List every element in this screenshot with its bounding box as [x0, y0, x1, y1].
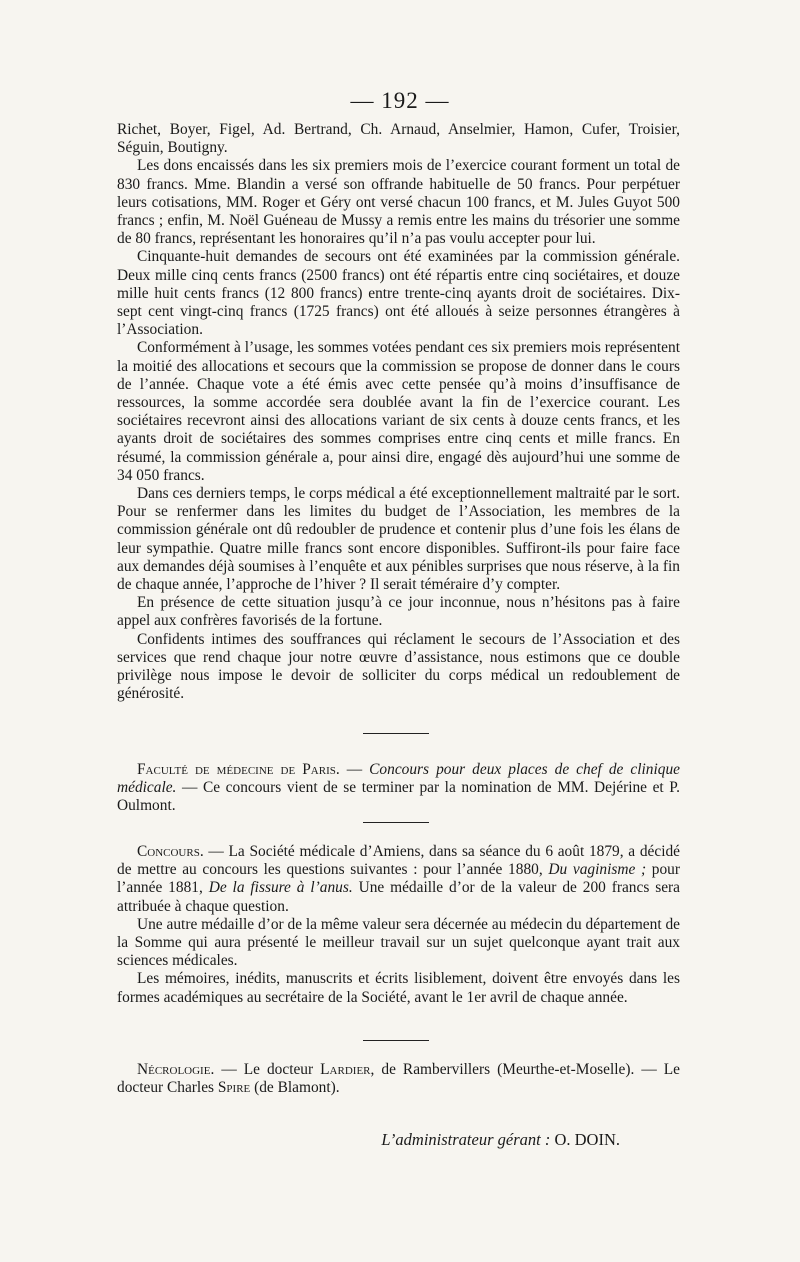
- faculte-title: Concours pour deux places de chef de clinique médicale.: [117, 761, 680, 797]
- person-name: Spire: [217, 1079, 251, 1097]
- divider: [363, 822, 429, 823]
- paragraph: Confidents intimes des souffrances qui réclament le secours de l’Association et des services que rend chaque jour notre œuvre d’assistance, nous estimons que ce double privilège nous impose le devoir de solliciter du corps médical un redoublement de générosité.: [117, 630, 680, 703]
- text: — La Société médicale d’Amiens, dans sa séance du 6 août 1879, a décidé de mettre au concours les questions suivantes : pour l’année 1880,: [117, 843, 680, 879]
- italic-text: De la fissure à l’anus.: [208, 879, 353, 897]
- necro-heading: Nécrologie.: [137, 1061, 215, 1078]
- page-number: — 192 —: [350, 88, 450, 113]
- paragraph: En présence de cette situation jusqu’à ce jour inconnue, nous n’hésitons pas à faire appel aux confrères favorisés de la fortune.: [117, 594, 680, 630]
- text: — Le docteur: [214, 1061, 321, 1078]
- text: Une médaille d’or de la valeur de 200 francs sera attribuée à chaque question.: [117, 879, 680, 915]
- person-name: Lardier: [320, 1061, 371, 1078]
- paragraph: Cinquante-huit demandes de secours ont été examinées par la commission générale. Deux mille cinq cents francs (2500 francs) ont été répartis entre cinq sociétaires, et douze mille huit cents francs (12 800 francs) entre trente-cinq ayants droit de sociétaires. Dix-sept cent vingt-cinq francs (1725 francs) ont été alloués à seize personnes étrangères à l’Association.: [117, 248, 680, 339]
- paragraph: [117, 843, 680, 916]
- italic-text: Du vaginisme ;: [548, 861, 647, 879]
- faculte-heading: Faculté de médecine de Paris.: [137, 761, 340, 778]
- faculte-body: — Ce concours vient de se terminer par la nomination de MM. Dejérine et P. Oulmont.: [117, 779, 680, 815]
- text: pour l’année 1881,: [117, 861, 680, 897]
- main-text: [117, 121, 680, 704]
- signature: [0, 1130, 620, 1150]
- paragraph: Dans ces derniers temps, le corps médical a été exceptionnellement maltraité par le sort. Pour se renfermer dans les limites du budget de l’Association, les membres de la commission générale ont dû redoubler de prudence et contenir plus d’une fois les élans de leur sympathie. Quatre mille francs sont encore disponibles. Suffiront-ils pour faire face aux demandes déjà soumises à l’enquête et aux pénibles surprises que nous réserve, à la fin de chaque année, l’approche de l’hiver ? Il serait téméraire d’y compter.: [117, 485, 680, 594]
- paragraph: Richet, Boyer, Figel, Ad. Bertrand, Ch. Arnaud, Anselmier, Hamon, Cufer, Troisier, Séguin, Boutigny.: [117, 121, 680, 157]
- paragraph: Une autre médaille d’or de la même valeur sera décernée au médecin du département de la Somme qui aura présenté le meilleur travail sur un sujet quelconque ayant trait aux sciences médicales.: [117, 915, 680, 970]
- divider: [363, 733, 429, 734]
- concours-heading: Concours.: [137, 843, 204, 860]
- paragraph: [117, 1061, 680, 1097]
- text: , de Rambervillers (Meurthe-et-Moselle). — Le docteur Charles: [117, 1061, 680, 1097]
- faculte-notice: [117, 761, 680, 816]
- signature-role: L’administrateur gérant :: [381, 1130, 551, 1149]
- divider: [363, 1040, 429, 1041]
- dash: —: [339, 761, 370, 778]
- paragraph: Les dons encaissés dans les six premiers mois de l’exercice courant forment un total de 830 francs. Mme. Blandin a versé son offrande habituelle de 50 francs. Pour perpétuer leurs cotisations, MM. Roger et Géry ont versé chacun 100 francs, et M. Jules Guyot 500 francs ; enfin, M. Noël Guéneau de Mussy a remis entre les mains du trésorier une somme de 80 francs, représentant les honoraires qu’il n’a pas voulu accepter pour lui.: [117, 157, 680, 248]
- paragraph: Les mémoires, inédits, manuscrits et écrits lisiblement, doivent être envoyés dans les formes académiques au secrétaire de la Société, avant le 1er avril de chaque année.: [117, 970, 680, 1006]
- necrologie-notice: [117, 1061, 680, 1097]
- paragraph: [117, 761, 680, 816]
- signature-name: O. DOIN.: [550, 1130, 620, 1149]
- concours-notice: [117, 843, 680, 1007]
- text: (de Blamont).: [250, 1079, 340, 1097]
- paragraph: Conformément à l’usage, les sommes votées pendant ces six premiers mois représentent la moitié des allocations et secours que la commission se propose de donner dans le cours de l’année. Chaque vote a été émis avec cette pensée qu’à moins d’insuffisance de ressources, la somme accordée sera doublée avant la fin de l’exercice courant. Les sociétaires recevront ainsi des allocations variant de six cents à douze cents francs, et les ayants droit de sociétaires des sommes comprises entre cinq cents et mille francs. En résumé, la commission générale a, pour ainsi dire, engagé dès aujourd’hui une somme de 34 050 francs.: [117, 339, 680, 484]
